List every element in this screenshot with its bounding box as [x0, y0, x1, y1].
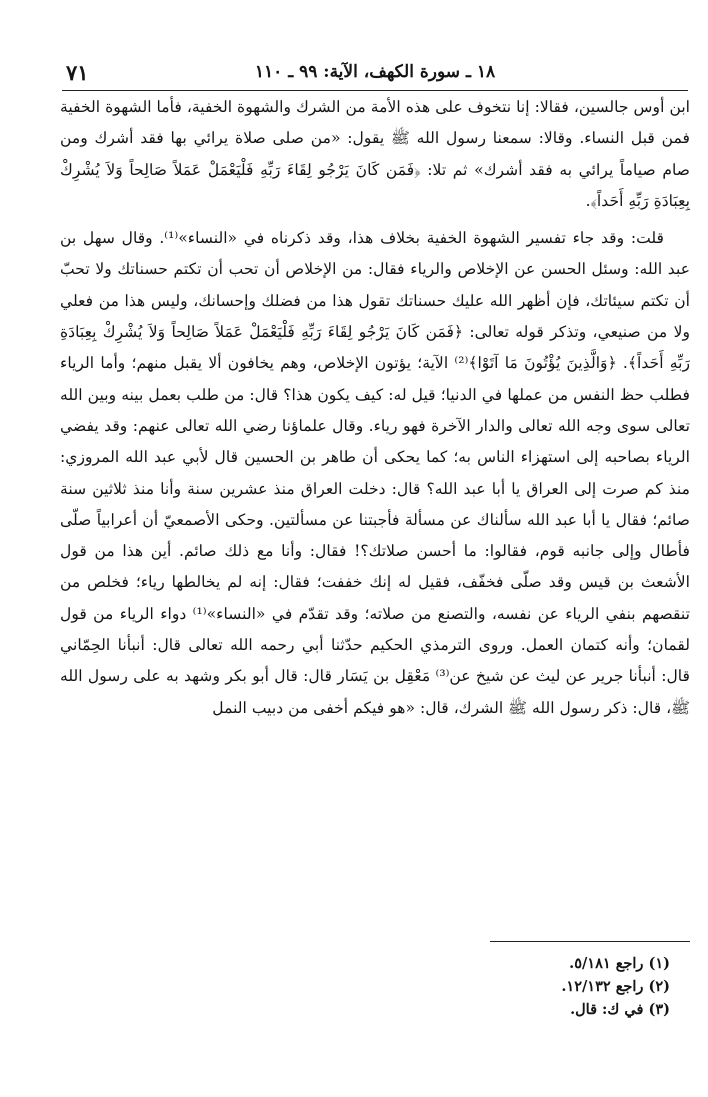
footnote-divider — [490, 941, 690, 942]
footnotes — [370, 952, 670, 1021]
page-header — [62, 52, 688, 91]
running-title: ١٨ ـ سورة الكهف، الآية: ٩٩ ـ ١١٠ — [254, 62, 496, 82]
footnote-item: (٣) في ك: قال. — [570, 1001, 670, 1018]
main-text — [60, 92, 690, 724]
footnote-item: (١) راجع ٥/١٨١. — [569, 955, 670, 972]
page-number: ٧١ — [66, 60, 89, 85]
paragraph: ابن أوس جالسين، فقالا: إنا نتخوف على هذه الأمة من الشرك والشهوة الخفية، فأما الشهوة الخفية فمن قبل النساء. وقالا: سمعنا رسول الله ﷺ يقول: «من صلى صلاة يرائي بها فقد أشرك ومن صام صياماً يرائي به فقد أشرك» ثم تلا: ﴿فَمَن كَانَ يَرْجُو لِقَاءَ رَبِّهِ فَلْيَعْمَلْ عَمَلاً صَالِحاً وَلاَ يُشْرِكْ بِعِبَادَةِ رَبِّهِ أَحَداً﴾. — [60, 98, 690, 210]
paragraph: قلت: وقد جاء تفسير الشهوة الخفية بخلاف هذا، وقد ذكرناه في «النساء»⁽¹⁾. وقال سهل بن عبد الله: وسئل الحسن عن الإخلاص والرياء فقال: من الإخلاص أن تحب أن تكتم حسناتك ولا تحبّ أن تكتم سيئاتك، فإن أظهر الله عليك حسناتك تقول هذا من فضلك وإحسانك، وليس هذا من فعلي ولا من صنيعي، وتذكر قوله تعالى: ﴿فَمَن كَانَ يَرْجُو لِقَاءَ رَبِّهِ فَلْيَعْمَلْ عَمَلاً صَالِحاً وَلاَ يُشْرِكْ بِعِبَادَةِ رَبِّهِ أَحَداً﴾. ﴿وَالَّذِينَ يُؤْتُونَ مَا آتَوْا﴾⁽²⁾ الآية؛ يؤتون الإخلاص، وهم يخافون ألا يقبل منهم؛ وأما الرياء فطلب حظ النفس من عملها في الدنيا؛ قيل له: كيف يكون هذا؟ قال: من طلب بعمل بينه وبين الله تعالى سوى وجه الله تعالى والدار الآخرة فهو رياء. وقال علماؤنا رضي الله تعالى عنهم: وقد يفضي الرياء بصاحبه إلى استهزاء الناس به؛ كما يحكى أن طاهر بن الحسين قال لأبي عبد الله المروزي: منذ كم صرت إلى العراق يا أبا عبد الله؟ قال: دخلت العراق منذ عشرين سنة وأنا منذ ثلاثين سنة صائم؛ فقال يا أبا عبد الله سألناك عن مسألة فأجبتنا عن مسألتين. وحكى الأصمعيّ أن أعرابياً صلّى فأطال وإلى جانبه قوم، فقالوا: ما أحسن صلاتك؟! فقال: وأنا مع ذلك صائم. أين هذا من قول الأشعث بن قيس وقد صلّى فخفّف، فقيل له إنك خففت؛ فقال: إنه لم يخالطها رياء؛ فخلص من تنقصهم بنفي الرياء عن نفسه، والتصنع من صلاته؛ وقد تقدّم في «النساء»⁽¹⁾ دواء الرياء من قول لقمان؛ وأنه كتمان العمل. وروى الترمذي الحكيم حدّثنا أبي رحمه الله تعالى قال: أنبأنا الحِمّاني قال: أنبأنا جرير عن ليث عن شيخ عن⁽³⁾ مَعْقِل بن يَسَار قال: قال أبو بكر وشهد به على رسول الله ﷺ، قال: ذكر رسول الله ﷺ الشرك، قال: «هو فيكم أخفى من دبيب النمل — [60, 229, 690, 717]
footnote-item: (٢) راجع ١٢/١٣٢. — [561, 978, 670, 995]
